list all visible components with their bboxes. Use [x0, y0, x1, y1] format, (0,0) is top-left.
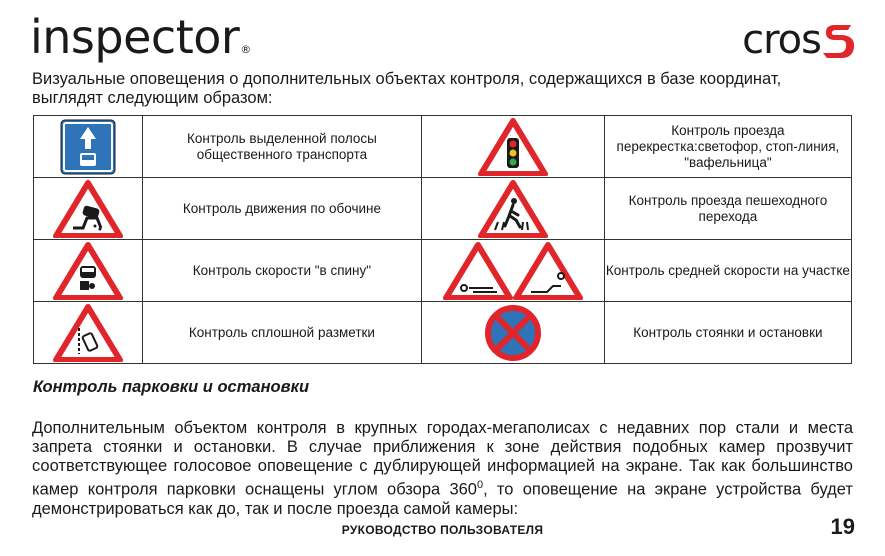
- page-number: 19: [830, 514, 855, 539]
- footer-title: РУКОВОДСТВО ПОЛЬЗОВАТЕЛЯ: [341, 523, 544, 537]
- intro-text: Визуальные оповещения о дополнительных объектах контроля, содержащихся в базе координат, выглядят следующим образом:: [32, 70, 782, 107]
- shoulder-label: Контроль движения по обочине: [142, 178, 421, 240]
- average-speed-sign-cell: [422, 240, 605, 302]
- brand-name: inspector: [30, 10, 240, 64]
- solid-line-label: Контроль сплошной разметки: [142, 302, 421, 364]
- intersection-label: Контроль проезда перекрестка:светофор, стоп-линия, "вафельница": [604, 116, 851, 178]
- bus-lane-label: Контроль выделенной полосы общественного транспорта: [142, 116, 421, 178]
- average-speed-label: Контроль средней скорости на участке: [604, 240, 851, 302]
- crosswalk-label: Контроль проезда пешеходного перехода: [604, 178, 851, 240]
- body-text-1: Дополнительным объектом контроля в крупных городах-мегаполисах с недавних пор стали и места запрета стоянки и остановки. В случае приближения к зоне действия подобных камер прозвучит соответствующее голосовое оповещение с дублирующей информацией на экране. Так как большинство камер контроля парковки оснащены углом обзора 360: [32, 419, 853, 499]
- crosswalk-sign-cell: [422, 178, 605, 240]
- no-stopping-label: Контроль стоянки и остановки: [604, 302, 851, 364]
- average-speed-icon: [443, 242, 583, 300]
- traffic-light-sign-cell: [422, 116, 605, 178]
- registered-mark: ®: [240, 43, 251, 56]
- cross-logo: [742, 17, 855, 63]
- table-row: [34, 116, 852, 178]
- shoulder-sign-cell: [34, 178, 143, 240]
- body-text-2: , то оповещение на экране устройства будет демонстрироваться как до, так и после проезда самой камеры:: [32, 480, 853, 518]
- cross-logo-text: cros: [742, 17, 821, 63]
- signs-table: [33, 115, 852, 364]
- bus-lane-icon: [60, 119, 116, 175]
- inspector-logo: [30, 10, 251, 64]
- no-stopping-sign-cell: [422, 302, 605, 364]
- table-row: [34, 240, 852, 302]
- rear-speed-sign-cell: [34, 240, 143, 302]
- traffic-light-icon: [478, 118, 548, 176]
- solid-line-icon: [53, 304, 123, 362]
- bus-lane-sign-cell: [34, 116, 143, 178]
- cross-s-icon: [821, 20, 855, 60]
- section-body: [32, 419, 853, 519]
- degree-sup: 0: [476, 479, 484, 491]
- pedestrian-crossing-icon: [478, 180, 548, 238]
- table-row: [34, 302, 852, 364]
- rear-speed-icon: [53, 242, 123, 300]
- no-stopping-icon: [483, 305, 543, 361]
- table-row: [34, 178, 852, 240]
- road-shoulder-icon: [53, 180, 123, 238]
- rear-speed-label: Контроль скорости "в спину": [142, 240, 421, 302]
- solid-line-sign-cell: [34, 302, 143, 364]
- section-heading: Контроль парковки и остановки: [33, 378, 310, 396]
